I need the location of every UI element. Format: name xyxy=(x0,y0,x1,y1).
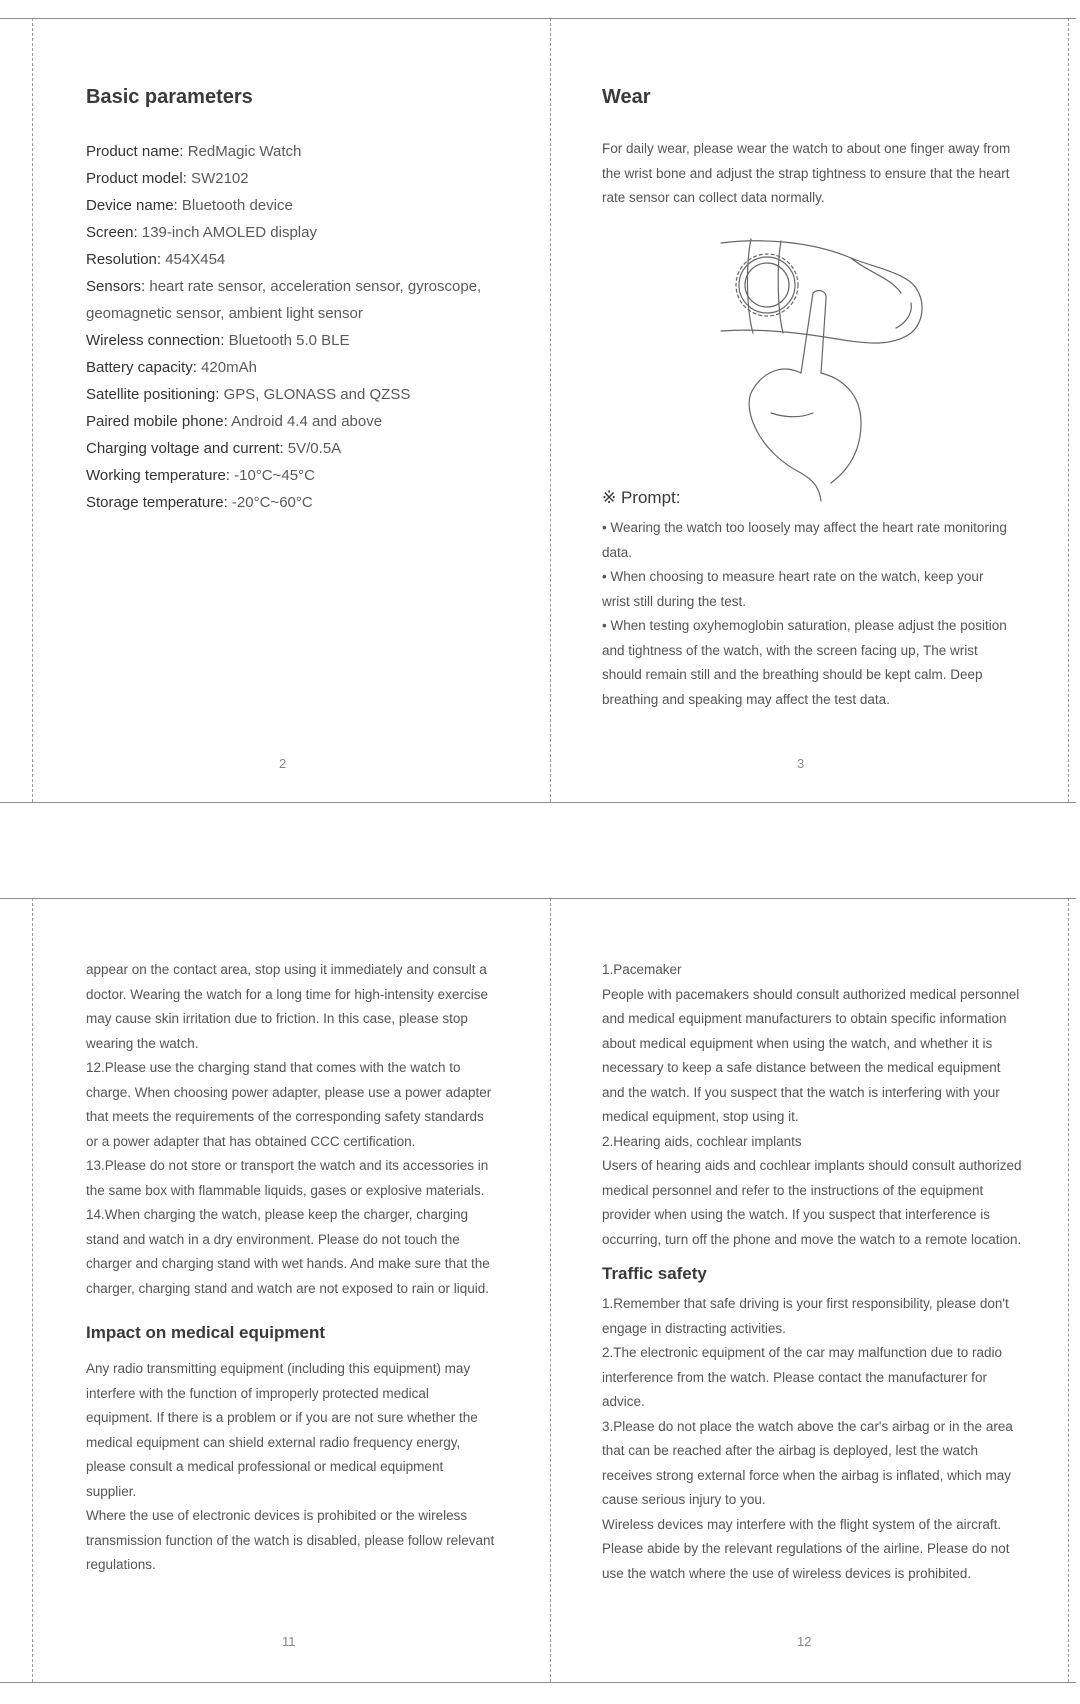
page-12 xyxy=(551,898,1067,1682)
page-number: 12 xyxy=(797,1634,812,1649)
page-number: 3 xyxy=(797,756,805,771)
param-item: Screen: 139-inch AMOLED display xyxy=(86,224,317,241)
param-item: Storage temperature: -20°C~60°C xyxy=(86,494,313,511)
prompt-item: • When testing oxyhemoglobin saturation, please adjust the position and tightness of the watch, with the screen facing up, The wrist should remain still and the breathing should be kept calm. Deep breathing and speaking may affect the test data. xyxy=(602,618,1007,707)
bottom-border-line xyxy=(0,1682,1076,1683)
section-title: Traffic safety xyxy=(602,1264,707,1283)
page-number: 2 xyxy=(279,756,287,771)
wrist-watch-illustration xyxy=(701,233,931,503)
page-2 xyxy=(33,18,549,802)
parameter-list xyxy=(86,138,506,516)
paragraph: 3.Please do not place the watch above the car's airbag or in the area that can be reached after the airbag is deployed, lest the watch receives strong external force when the airbag is inflated, which may cause serious injury to you. xyxy=(602,1418,1013,1507)
paragraph: Users of hearing aids and cochlear implants should consult authorized medical personnel and refer to the instructions of the equipment provider when using the watch. If you suspect that interference is occurring, turn off the phone and move the watch to a remote location. xyxy=(602,1158,1022,1247)
param-item: Satellite positioning: GPS, GLONASS and QZSS xyxy=(86,386,411,403)
paragraph: Any radio transmitting equipment (including this equipment) may interfere with the function of improperly protected medical equipment. If there is a problem or if you are not sure whether the medical equipment can shield external radio frequency energy, please consult a medical professional or medical equipment supplier. xyxy=(86,1361,478,1499)
param-item: Working temperature: -10°C~45°C xyxy=(86,467,315,484)
param-item: Battery capacity: 420mAh xyxy=(86,359,257,376)
page-body xyxy=(602,958,1022,1586)
param-item: Sensors: heart rate sensor, acceleration sensor, gyroscope, geomagnetic sensor, ambient light sensor xyxy=(86,278,482,322)
paragraph: 1.Remember that safe driving is your first responsibility, please don't engage in distracting activities. xyxy=(602,1296,1009,1336)
section-title: Impact on medical equipment xyxy=(86,1323,325,1342)
prompt-title: ※ Prompt: xyxy=(602,488,681,507)
paragraph: Wireless devices may interfere with the flight system of the aircraft. Please abide by the relevant regulations of the airline. Please do not use the watch where the use of wireless devices is prohibited. xyxy=(602,1516,1010,1581)
paragraph: 2.Hearing aids, cochlear implants xyxy=(602,1133,802,1149)
prompt-item: • When choosing to measure heart rate on the watch, keep your wrist still during the test. xyxy=(602,569,984,609)
param-item: Wireless connection: Bluetooth 5.0 BLE xyxy=(86,332,350,349)
page-3 xyxy=(551,18,1067,802)
top-spread xyxy=(0,0,1080,806)
param-item: Device name: Bluetooth device xyxy=(86,197,293,214)
param-item: Product model: SW2102 xyxy=(86,170,249,187)
paragraph: 2.The electronic equipment of the car may malfunction due to radio interference from the watch. Please contact the manufacturer for advice. xyxy=(602,1345,1002,1409)
page-body xyxy=(86,958,496,1578)
param-item: Resolution: 454X454 xyxy=(86,251,226,268)
page-title: Basic parameters xyxy=(86,86,253,108)
wear-intro: For daily wear, please wear the watch to about one finger away from the wrist bone and adjust the strap tightness to ensure that the heart rate sensor can collect data normally. xyxy=(602,141,1011,205)
paragraph: appear on the contact area, stop using it immediately and consult a doctor. Wearing the watch for a long time for high-intensity exercise may cause skin irritation due to friction. In this case, please stop wearing the watch. xyxy=(86,962,488,1051)
right-fold-line xyxy=(1068,898,1069,1682)
paragraph: 1.Pacemaker xyxy=(602,962,682,977)
paragraph: 13.Please do not store or transport the watch and its accessories in the same box with flammable liquids, gases or explosive materials. xyxy=(86,1158,489,1198)
param-item: Product name: RedMagic Watch xyxy=(86,143,302,160)
prompt-item: • Wearing the watch too loosely may affect the heart rate monitoring data. xyxy=(602,520,1007,560)
prompt-section xyxy=(602,488,1012,712)
page-title: Wear xyxy=(602,86,651,108)
bottom-border-line xyxy=(0,802,1076,803)
paragraph: Where the use of electronic devices is prohibited or the wireless transmission function of the watch is disabled, please follow relevant regulations. xyxy=(86,1508,495,1572)
bottom-spread xyxy=(0,898,1080,1704)
page-11 xyxy=(33,898,549,1682)
param-item: Paired mobile phone: Android 4.4 and above xyxy=(86,413,383,430)
param-item: Charging voltage and current: 5V/0.5A xyxy=(86,440,342,457)
paragraph: 14.When charging the watch, please keep the charger, charging stand and watch in a dry environment. Please do not touch the charger and charging stand with wet hands. And make sure that the charger, charging stand and watch are not exposed to rain or liquid. xyxy=(86,1207,490,1296)
page-number: 11 xyxy=(282,1634,296,1649)
paragraph: 12.Please use the charging stand that comes with the watch to charge. When choosing power adapter, please use a power adapter that meets the requirements of the corresponding safety standards or a power adapter that has obtained CCC certification. xyxy=(86,1060,492,1149)
right-fold-line xyxy=(1068,18,1069,802)
paragraph: People with pacemakers should consult authorized medical personnel and medical equipment manufacturers to obtain specific information about medical equipment when using the watch, and whether it is necessary to keep a safe distance between the medical equipment and the watch. If you suspect that the watch is interfering with your medical equipment, stop using it. xyxy=(602,986,1020,1124)
